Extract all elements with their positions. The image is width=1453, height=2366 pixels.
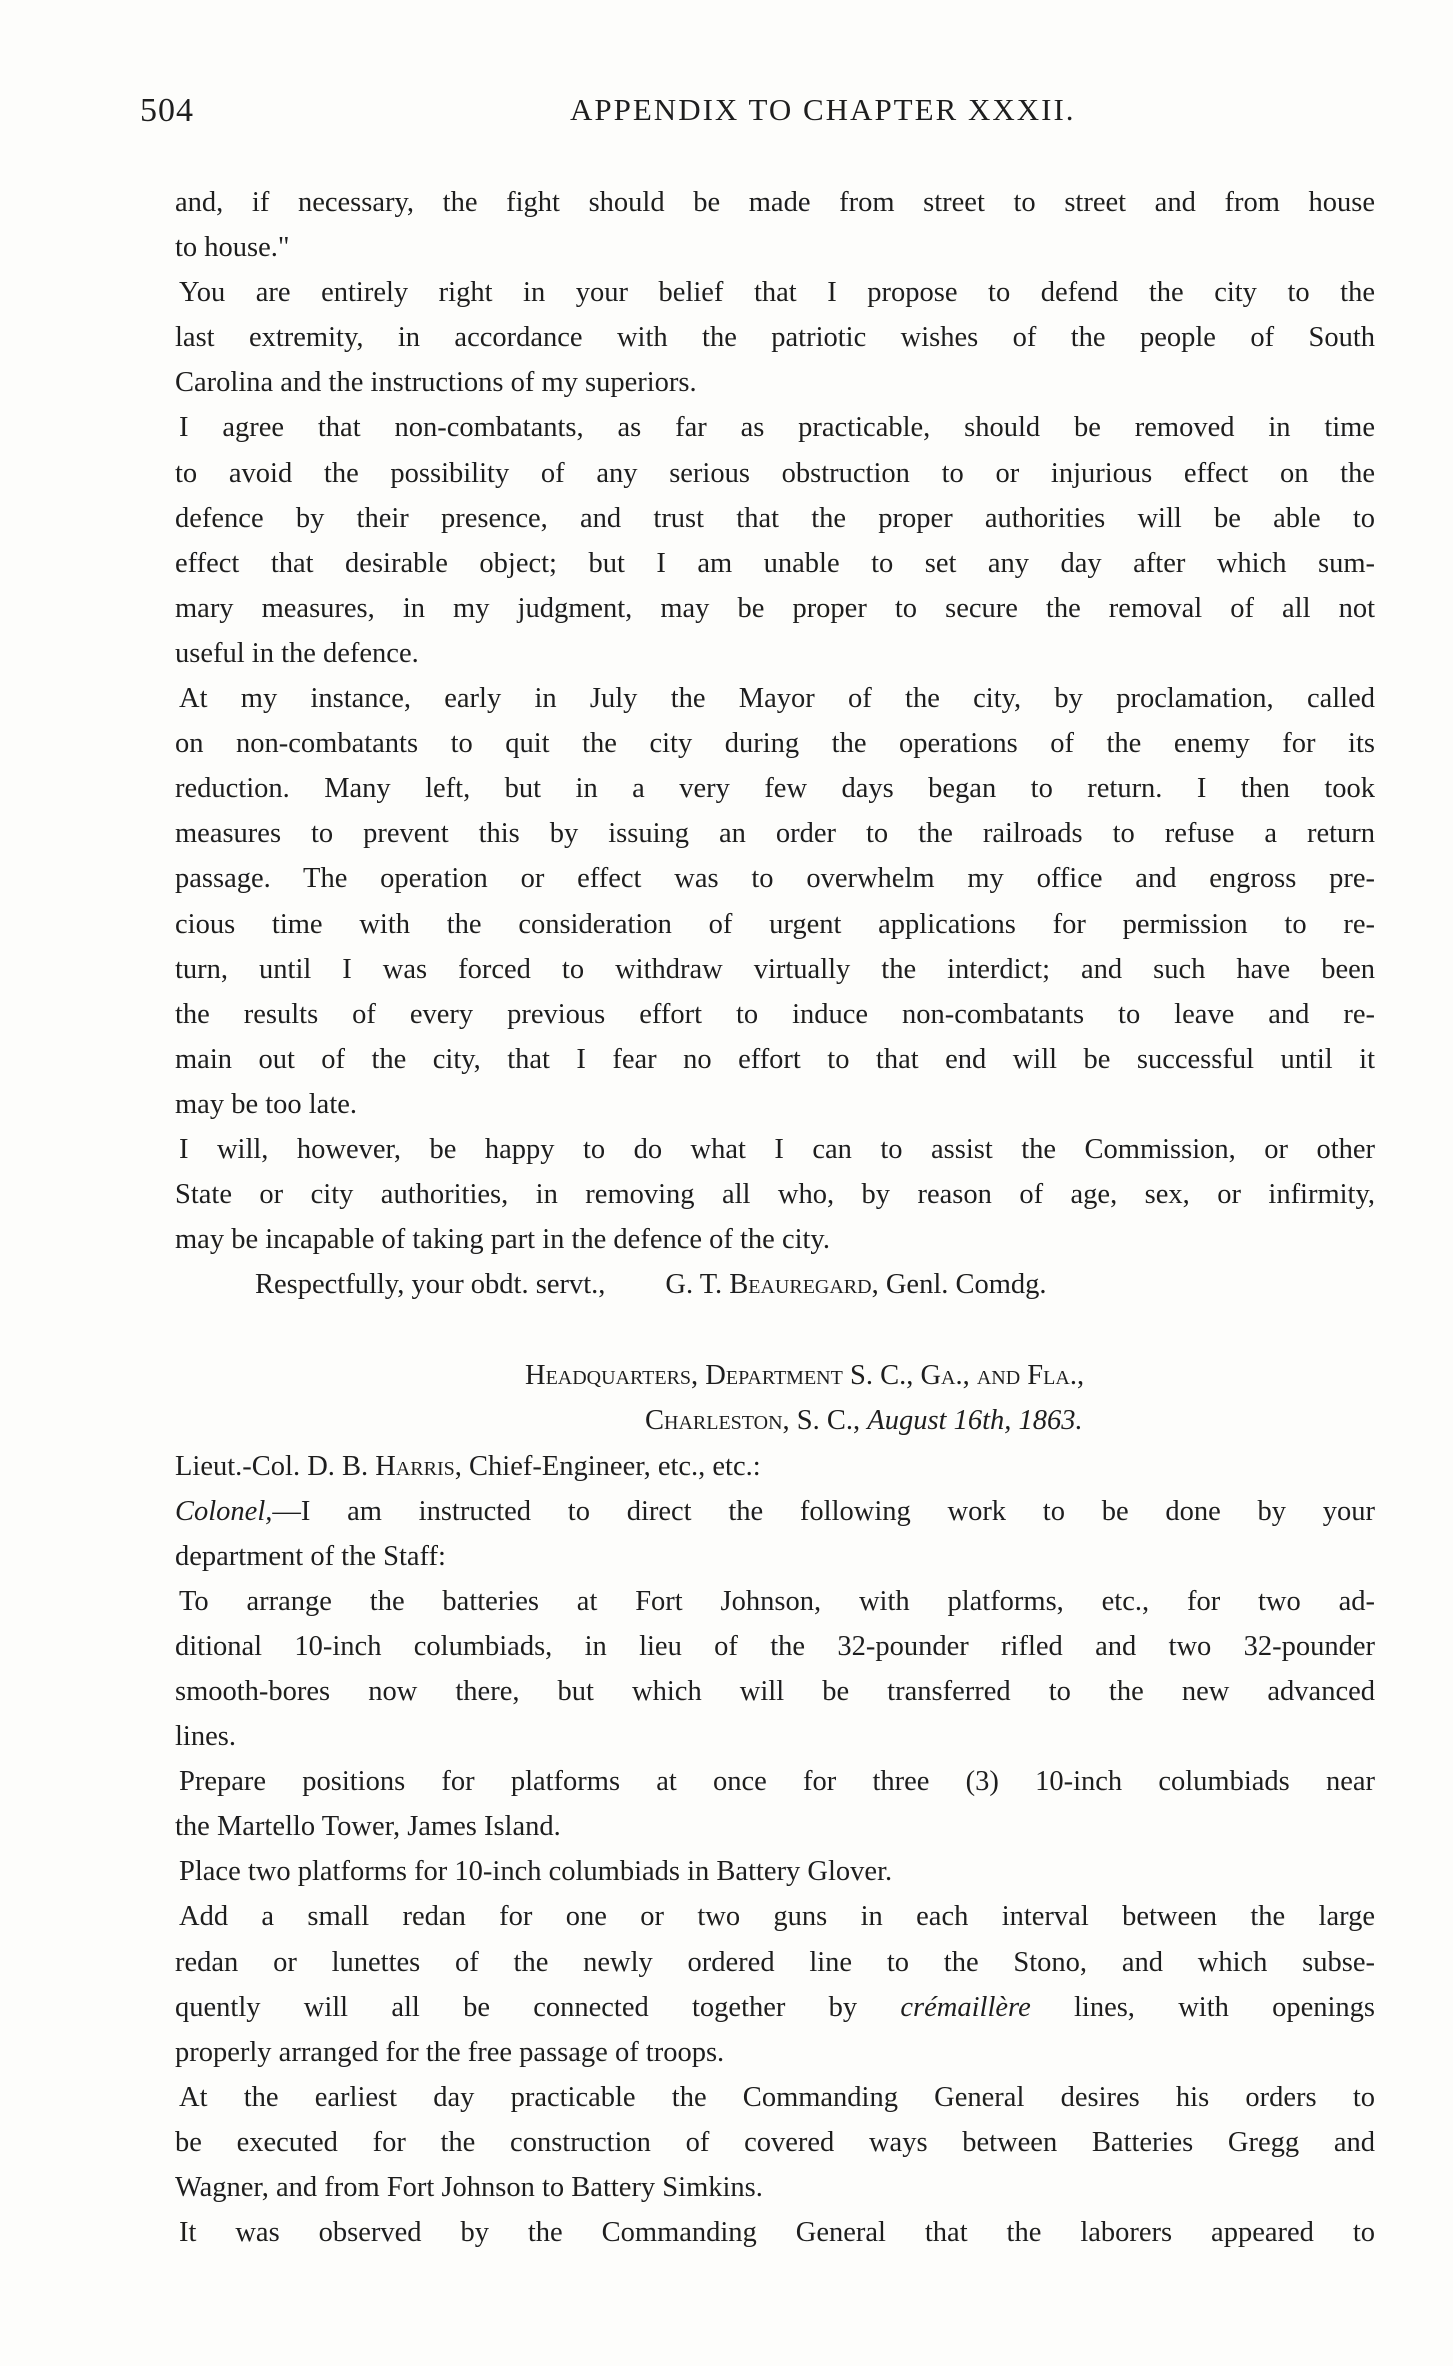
text-line: properly arranged for the free passage of troops. xyxy=(175,2036,725,2068)
signature-title: Genl. Comdg. xyxy=(885,1269,1047,1301)
text-line: To arrange the batteries at Fort Johnson, with platforms, etc., for two ad- xyxy=(179,1585,1375,1617)
text-line: It was observed by the Commanding General that the laborers appeared to xyxy=(179,2217,1375,2249)
letter-place: Charleston, S. C., xyxy=(645,1405,861,1437)
text-line: useful in the defence. xyxy=(175,637,419,669)
text-line: last extremity, in accordance with the patriotic wishes of the people of South xyxy=(175,322,1375,354)
text-line: State or city authorities, in removing all who, by reason of age, sex, or infirmity, xyxy=(175,1179,1375,1211)
salutation: Colonel, xyxy=(175,1495,273,1527)
text-line: reduction. Many left, but in a very few days began to return. I then took xyxy=(175,773,1375,805)
text-line: ditional 10-inch columbiads, in lieu of the 32-pounder rifled and two 32-pounder xyxy=(175,1630,1375,1662)
text-line: defence by their presence, and trust that the proper authorities will be able to xyxy=(175,502,1375,534)
text-line: on non-combatants to quit the city during the operations of the enemy for its xyxy=(175,728,1375,760)
text-line: the Martello Tower, James Island. xyxy=(175,1811,561,1843)
text-line: mary measures, in my judgment, may be proper to secure the removal of all not xyxy=(175,592,1375,624)
page-header xyxy=(140,92,1385,142)
addressee-rank: Lieut.-Col. D. B. xyxy=(175,1450,369,1482)
text-line: cious time with the consideration of urgent applications for permission to re- xyxy=(175,908,1375,940)
text-line: to avoid the possibility of any serious obstruction to or injurious effect on the xyxy=(175,457,1375,489)
text-line: measures to prevent this by issuing an order to the railroads to refuse a return xyxy=(175,818,1375,850)
signature-name: G. T. Beauregard, xyxy=(665,1269,879,1301)
text-fragment: —I am instructed to direct the following work to be done by your xyxy=(272,1495,1375,1527)
text-line: be executed for the construction of covered ways between Batteries Gregg and xyxy=(175,2126,1375,2158)
text-line: redan or lunettes of the newly ordered line to the Stono, and which subse- xyxy=(175,1946,1375,1978)
text-line: At the earliest day practicable the Commanding General desires his orders to xyxy=(179,2081,1375,2113)
page-body xyxy=(175,180,1375,2255)
text-line: and, if necessary, the fight should be made from street to street and from house xyxy=(175,187,1375,218)
italic-term: crémaillère xyxy=(900,1991,1031,2023)
text-line: You are entirely right in your belief that I propose to defend the city to the xyxy=(179,277,1375,309)
page-number: 504 xyxy=(140,92,194,129)
letter-dateline xyxy=(175,1398,1375,1443)
text-line: Wagner, and from Fort Johnson to Battery Simkins. xyxy=(175,2172,763,2204)
text-line: passage. The operation or effect was to overwhelm my office and engross pre- xyxy=(175,863,1375,895)
text-line: I will, however, be happy to do what I can to assist the Commission, or other xyxy=(179,1133,1375,1165)
text-line: lines. xyxy=(175,1721,236,1753)
addressee-rest: Chief-Engineer, etc., etc.: xyxy=(469,1450,761,1482)
text-fragment: lines, with openings xyxy=(1073,1991,1376,2023)
text-line: effect that desirable object; but I am unable to set any day after which sum- xyxy=(175,547,1375,579)
text-line: turn, until I was forced to withdraw virtually the interdict; and such have been xyxy=(175,953,1375,985)
text-line: Carolina and the instructions of my superiors. xyxy=(175,367,697,399)
text-line: At my instance, early in July the Mayor of the city, by proclamation, called xyxy=(179,683,1375,715)
addressee-name: Harris, xyxy=(375,1450,462,1482)
text-line: may be incapable of taking part in the defence of the city. xyxy=(175,1224,830,1256)
text-line: Add a small redan for one or two guns in each interval between the large xyxy=(179,1901,1375,1933)
text-line: Place two platforms for 10-inch columbiads in Battery Glover. xyxy=(179,1856,893,1888)
text-line xyxy=(175,1489,1375,1534)
text-line xyxy=(175,1985,1375,2030)
text-line: department of the Staff: xyxy=(175,1540,446,1572)
text-line: Prepare positions for platforms at once for three (3) 10-inch columbiads near xyxy=(179,1766,1375,1798)
text-line: smooth-bores now there, but which will be transferred to the new advanced xyxy=(175,1676,1375,1707)
letter-heading: Headquarters, Department S. C., Ga., and Fla., xyxy=(525,1360,1085,1392)
text-line: to house." xyxy=(175,232,290,264)
text-line: may be too late. xyxy=(175,1088,358,1120)
signature-closing: Respectfully, your obdt. servt., xyxy=(255,1269,606,1301)
letter-date: August 16th, 1863. xyxy=(867,1405,1083,1437)
text-line: main out of the city, that I fear no effort to that end will be successful until it xyxy=(175,1043,1375,1075)
letter-addressee xyxy=(175,1444,1375,1489)
signature-line xyxy=(175,1262,1375,1307)
text-fragment: quently will all be connected together by xyxy=(175,1991,858,2023)
running-title: APPENDIX TO CHAPTER XXXII. xyxy=(570,92,1076,127)
text-line: I agree that non-combatants, as far as practicable, should be removed in time xyxy=(179,412,1375,444)
text-line: the results of every previous effort to induce non-combatants to leave and re- xyxy=(175,998,1375,1030)
